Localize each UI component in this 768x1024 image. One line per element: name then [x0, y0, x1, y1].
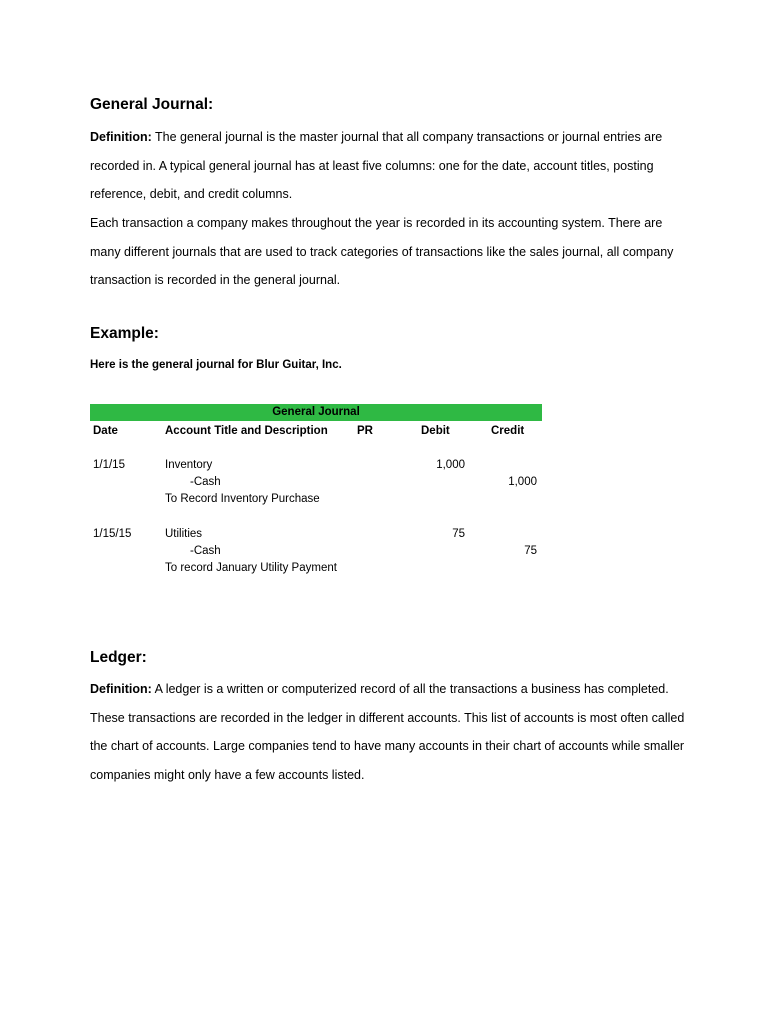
definition-label: Definition:: [90, 682, 152, 696]
general-journal-heading: General Journal:: [90, 96, 214, 113]
ledger-heading: Ledger:: [90, 649, 147, 666]
entry-credit-amount: 75: [524, 545, 537, 557]
definition-text: The general journal is the master journal that all company transactions or journal entries are recorded in. A typical general journal has at least five columns: one for the date, account titles, posting reference, debit, and credit columns.: [90, 130, 663, 202]
definition-label: Definition:: [90, 130, 152, 144]
definition-text: A ledger is a written or computerized record of all the transactions a business has completed. These transactions are recorded in the ledger in different accounts. This list of accounts is most often called the chart of accounts. Large companies tend to have many accounts in their chart of accounts while smaller companies might only have a few accounts listed.: [90, 682, 685, 782]
entry-credit-amount: 1,000: [508, 476, 537, 488]
entry-debit-account: Inventory: [165, 459, 213, 471]
entry-credit-account: -Cash: [190, 545, 221, 557]
journal-title-bar: General Journal: [90, 404, 542, 421]
general-journal-paragraph: Each transaction a company makes throughout the year is recorded in its accounting system. There are many different journals that are used to track categories of transactions like the sales journal, all company transaction is recorded in the general journal.: [90, 216, 674, 288]
ledger-definition: [90, 675, 690, 789]
entry-description: To Record Inventory Purchase: [165, 493, 320, 505]
entry-date: 1/15/15: [93, 528, 132, 540]
header-debit: Debit: [421, 425, 450, 437]
entry-credit-account: -Cash: [190, 476, 221, 488]
entry-debit-amount: 1,000: [436, 459, 465, 471]
entry-debit-account: Utilities: [165, 528, 203, 540]
example-heading: Example:: [90, 325, 159, 342]
header-pr: PR: [357, 425, 373, 437]
entry-description: To record January Utility Payment: [165, 562, 337, 574]
header-account: Account Title and Description: [165, 425, 328, 437]
example-intro: Here is the general journal for Blur Guitar, Inc.: [90, 359, 342, 371]
header-date: Date: [93, 425, 118, 437]
general-journal-definition: [90, 123, 690, 209]
header-credit: Credit: [491, 425, 525, 437]
entry-date: 1/1/15: [93, 459, 125, 471]
entry-debit-amount: 75: [452, 528, 465, 540]
